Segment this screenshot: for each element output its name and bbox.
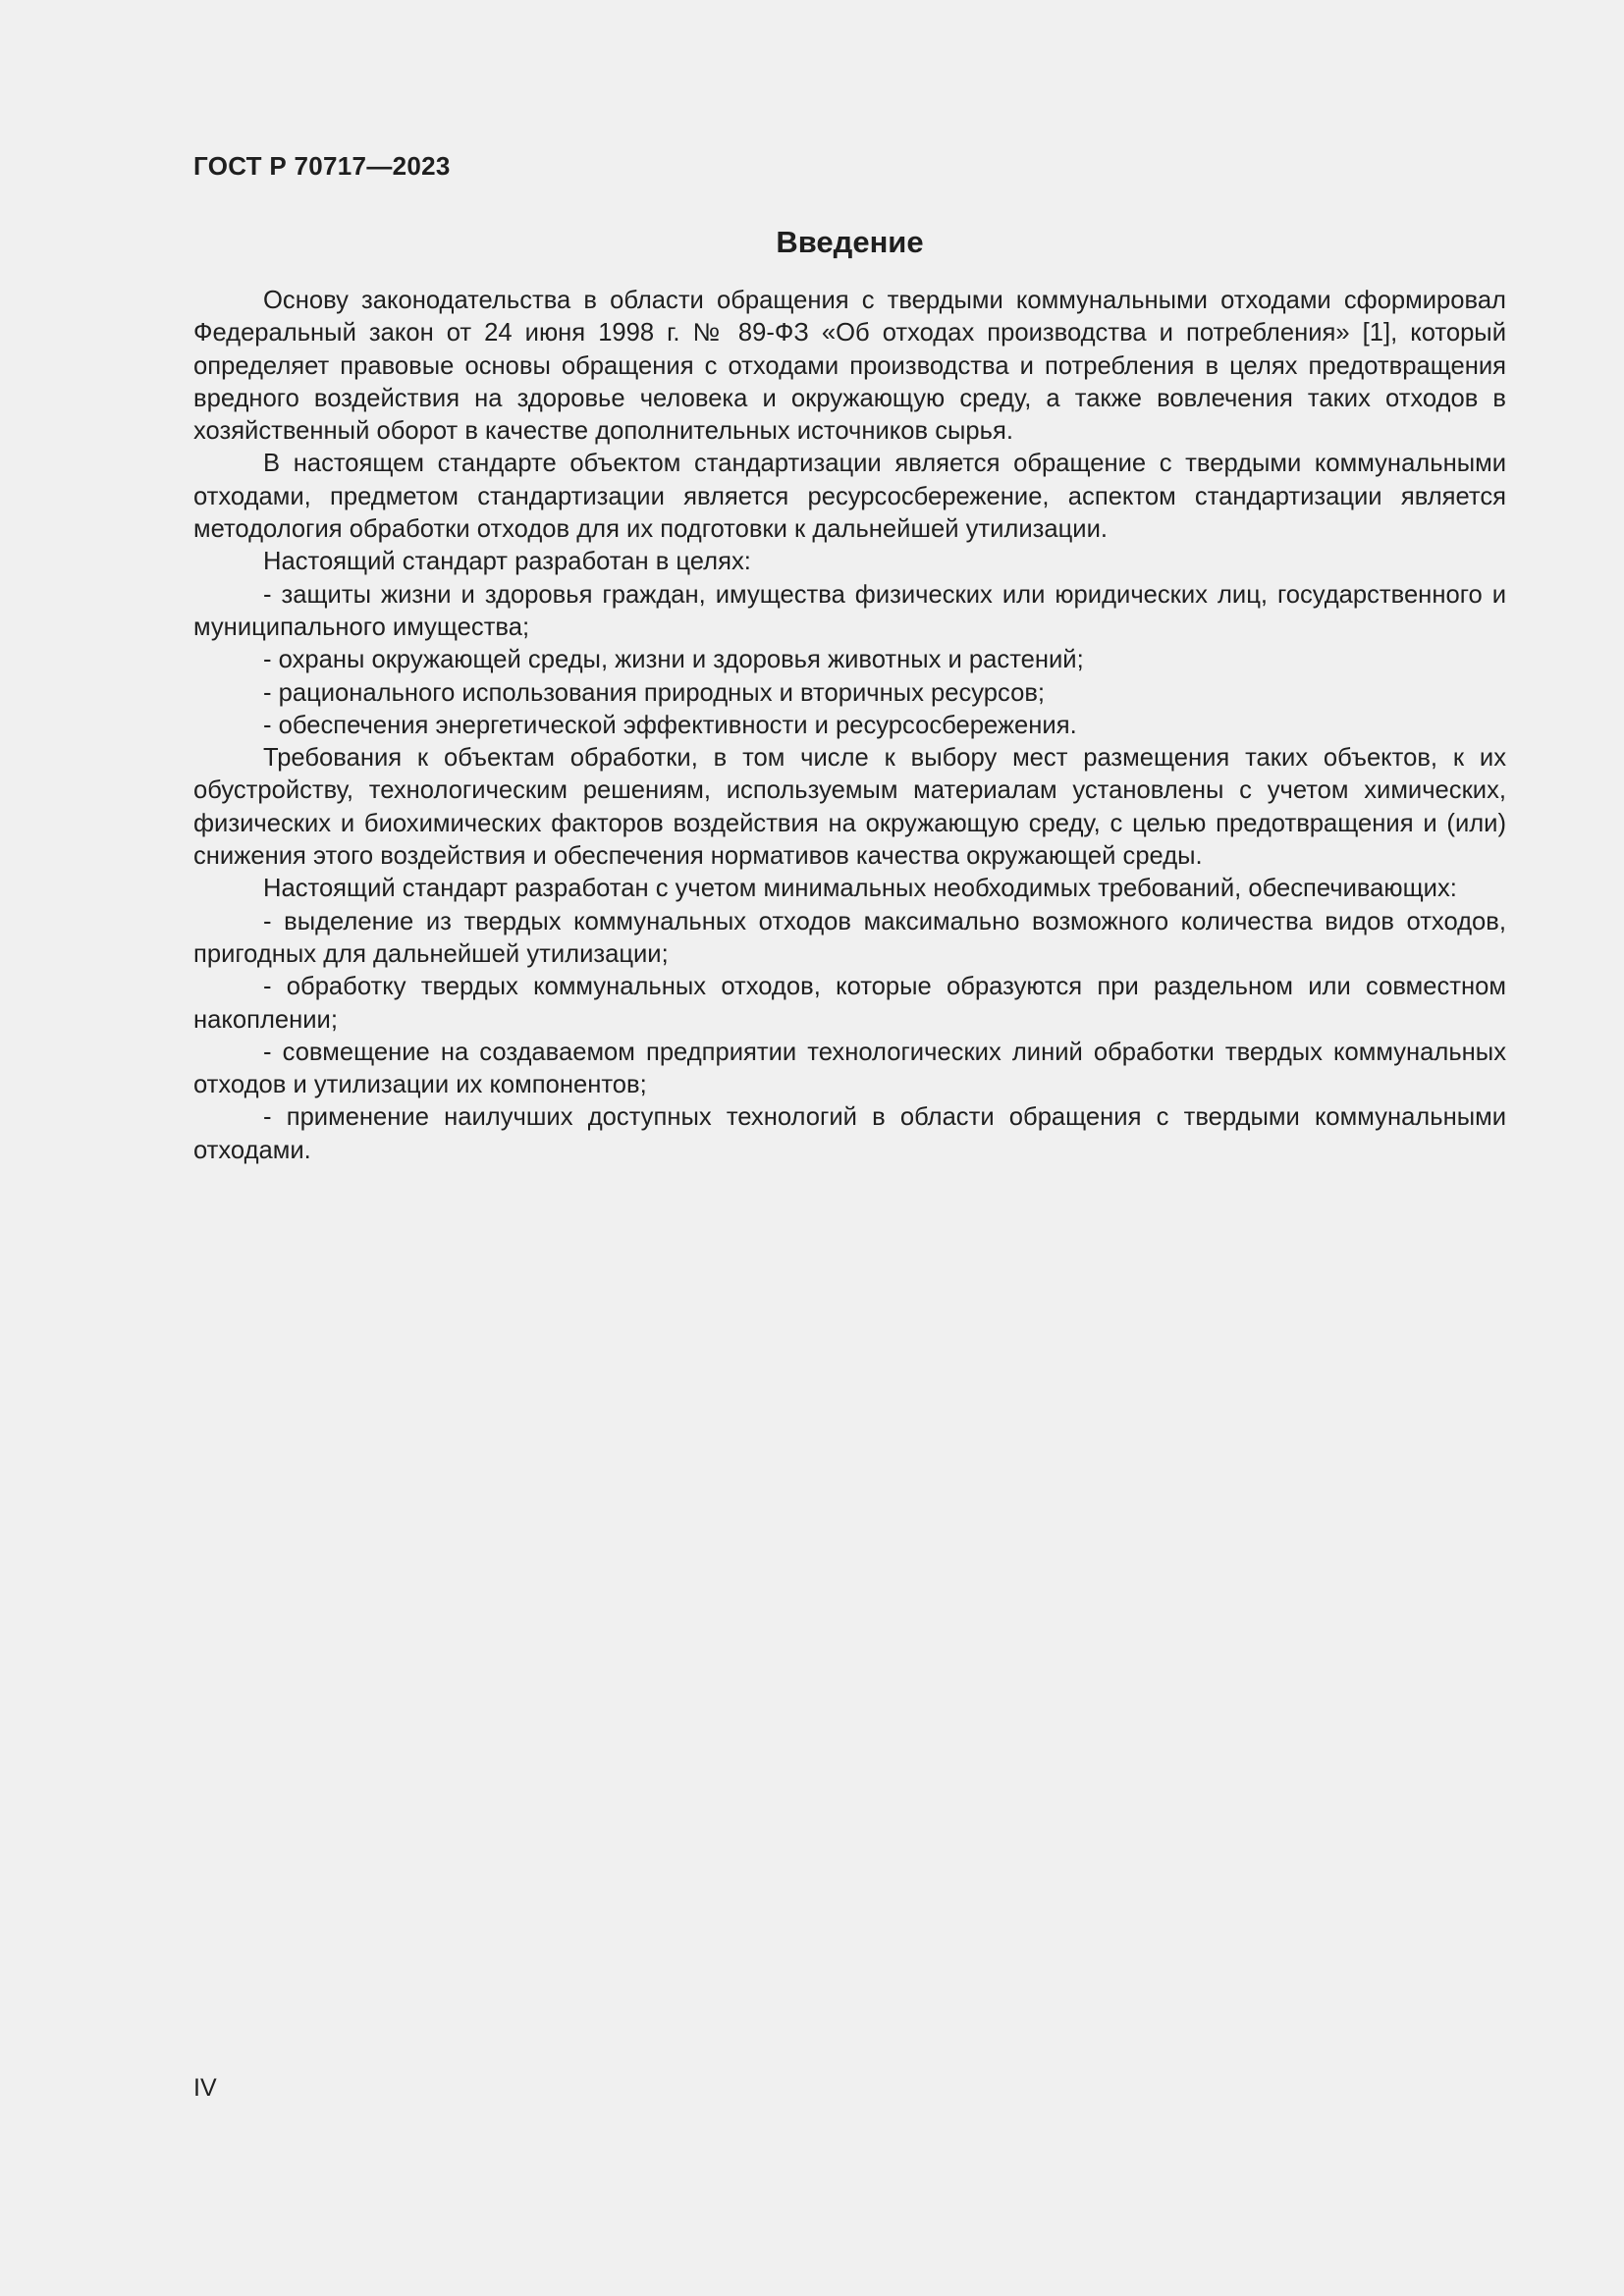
page-number: IV [193,2074,217,2102]
list-item: - совмещение на создаваемом предприятии технологических линий обработки твердых коммунальных отходов и утилизации их компонентов; [193,1038,1506,1099]
list-item: - применение наилучших доступных технологий в области обращения с твердыми коммунальными отходами. [193,1103,1506,1164]
list-item: - охраны окружающей среды, жизни и здоровья животных и растений; [263,646,1084,674]
list-item: - защиты жизни и здоровья граждан, имущества физических или юридических лиц, государственного и муниципального имущества; [193,580,1506,641]
section-title: Введение [776,225,924,259]
paragraph: Настоящий стандарт разработан с учетом минимальных необходимых требований, обеспечивающих: [263,875,1457,903]
paragraph: Настоящий стандарт разработан в целях: [263,548,751,576]
document-code: ГОСТ Р 70717—2023 [193,151,451,181]
paragraph: В настоящем стандарте объектом стандартизации является обращение с твердыми коммунальными отходами, предметом стандартизации является ресурсосбережение, аспектом стандартизации является методология обработки отходов для их подготовки к дальнейшей утилизации. [193,450,1506,544]
paragraph: Основу законодательства в области обращения с твердыми коммунальными отходами сформировал Федеральный закон от 24 июня 1998 г. № 89-ФЗ «Об отходах производства и потребления» [1], который определяет правовые основы обращения с отходами производства и потребления в целях предотвращения вредного воздействия на здоровье человека и окружающую среду, а также вовлечения таких отходов в хозяйственный оборот в качестве дополнительных источников сырья. [193,287,1506,446]
paragraph: Требования к объектам обработки, в том числе к выбору мест размещения таких объектов, к их обустройству, технологическим решениям, используемым материалам установлены с учетом химических, физических и биохимических факторов воздействия на окружающую среду, с целью предотвращения и (или) снижения этого воздействия и обеспечения нормативов качества окружающей среды. [193,744,1506,871]
document-body [193,285,1506,1167]
list-item: - рационального использования природных и вторичных ресурсов; [263,678,1046,707]
list-item: - выделение из твердых коммунальных отходов максимально возможного количества видов отходов, пригодных для дальнейшей утилизации; [193,907,1506,968]
list-item: - обработку твердых коммунальных отходов, которые образуются при раздельном или совместном накоплении; [193,973,1506,1034]
list-item: - обеспечения энергетической эффективности и ресурсосбережения. [263,711,1077,739]
